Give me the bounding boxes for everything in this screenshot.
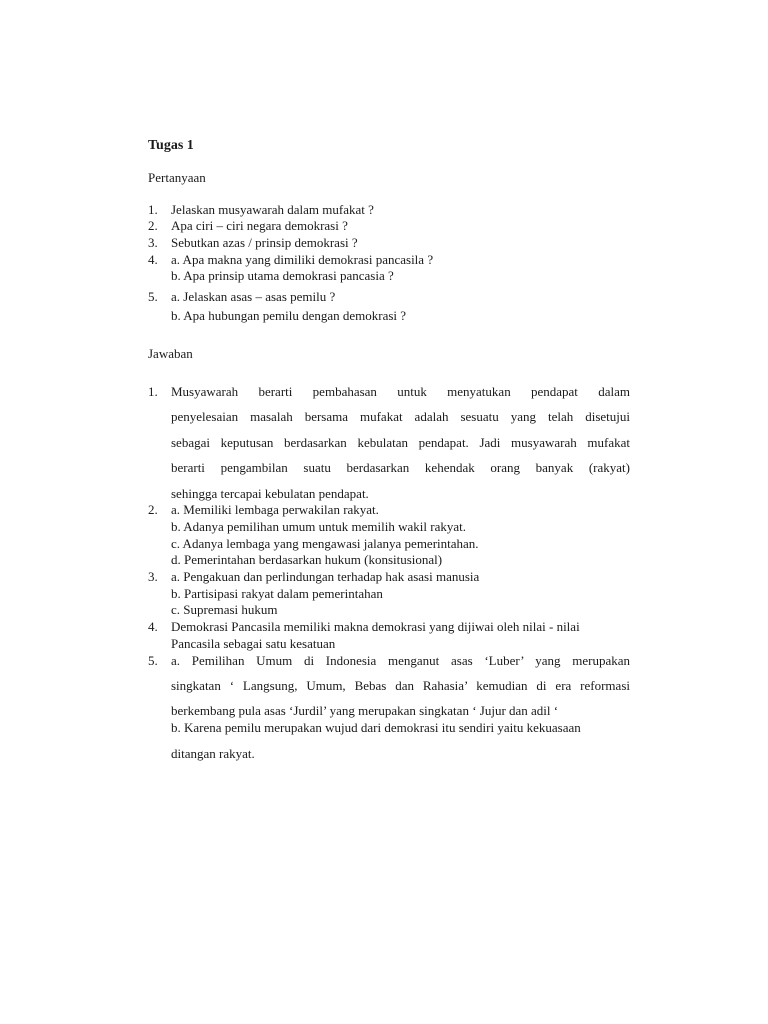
answer-text: Demokrasi Pancasila memiliki makna demokrasi yang dijiwai oleh nilai - nilai xyxy=(171,619,580,634)
question-text: b. Apa prinsip utama demokrasi pancasia ? xyxy=(171,268,394,283)
question-number: 3. xyxy=(148,235,158,250)
answers-heading: Jawaban xyxy=(148,346,193,361)
answer-text: singkatan ‘ Langsung, Umum, Bebas dan Rahasia’ kemudian di era reformasi xyxy=(171,678,630,693)
answer-text: sebagai keputusan berdasarkan kebulatan pendapat. Jadi musyawarah mufakat xyxy=(171,435,630,450)
answer-text: berkembang pula asas ‘Jurdil’ yang merupakan singkatan ‘ Jujur dan adil ‘ xyxy=(171,703,559,718)
question-text: Jelaskan musyawarah dalam mufakat ? xyxy=(171,202,374,217)
answer-text: Musyawarah berarti pembahasan untuk menyatukan pendapat dalam xyxy=(171,384,630,399)
question-text: a. Apa makna yang dimiliki demokrasi pancasila ? xyxy=(171,252,434,267)
questions-heading: Pertanyaan xyxy=(148,170,206,185)
answer-text: a. Memiliki lembaga perwakilan rakyat. xyxy=(171,502,379,517)
question-text: Sebutkan azas / prinsip demokrasi ? xyxy=(171,235,358,250)
answer-text: b. Partisipasi rakyat dalam pemerintahan xyxy=(171,586,383,601)
answer-number: 3. xyxy=(148,569,158,584)
question-text: a. Jelaskan asas – asas pemilu ? xyxy=(171,289,336,304)
answer-number: 5. xyxy=(148,653,158,668)
answer-text: b. Karena pemilu merupakan wujud dari demokrasi itu sendiri yaitu kekuasaan xyxy=(171,720,581,735)
question-number: 2. xyxy=(148,218,158,233)
answer-text: d. Pemerintahan berdasarkan hukum (konsitusional) xyxy=(171,552,443,567)
answer-text: c. Supremasi hukum xyxy=(171,602,278,617)
answer-text: penyelesaian masalah bersama mufakat adalah sesuatu yang telah disetujui xyxy=(171,409,630,424)
question-number: 5. xyxy=(148,289,158,304)
answer-text: Pancasila sebagai satu kesatuan xyxy=(171,636,336,651)
answer-number: 2. xyxy=(148,502,158,517)
answer-number: 1. xyxy=(148,384,158,399)
answer-text: a. Pengakuan dan perlindungan terhadap hak asasi manusia xyxy=(171,569,480,584)
answer-text: ditangan rakyat. xyxy=(171,746,255,761)
question-text: b. Apa hubungan pemilu dengan demokrasi ? xyxy=(171,308,407,323)
answer-text: berarti pengambilan suatu berdasarkan kehendak orang banyak (rakyat) xyxy=(171,460,630,475)
answer-number: 4. xyxy=(148,619,158,634)
answer-text: c. Adanya lembaga yang mengawasi jalanya pemerintahan. xyxy=(171,536,479,551)
answer-text: b. Adanya pemilihan umum untuk memilih wakil rakyat. xyxy=(171,519,466,534)
question-number: 1. xyxy=(148,202,158,217)
answer-text: a. Pemilihan Umum di Indonesia menganut asas ‘Luber’ yang merupakan xyxy=(171,653,630,668)
document-title: Tugas 1 xyxy=(148,138,194,153)
question-text: Apa ciri – ciri negara demokrasi ? xyxy=(171,218,348,233)
question-number: 4. xyxy=(148,252,158,267)
answer-text: sehingga tercapai kebulatan pendapat. xyxy=(171,486,369,501)
